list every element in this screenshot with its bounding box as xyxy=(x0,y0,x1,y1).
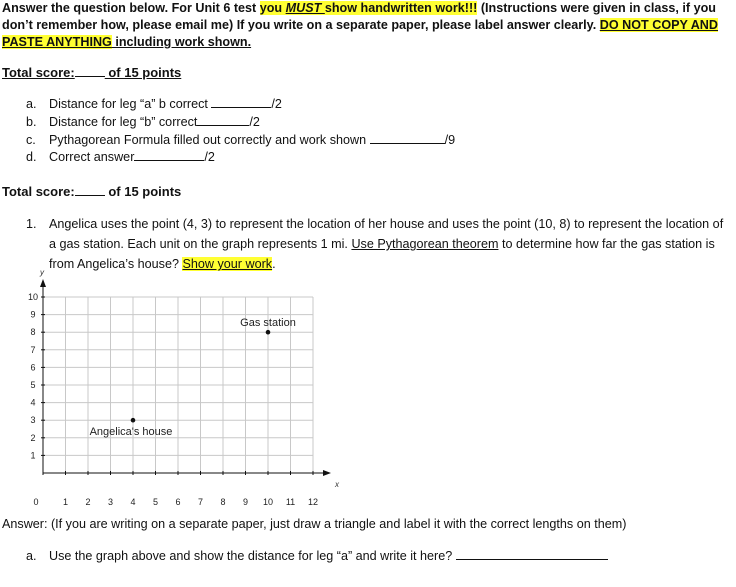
rubric-points: /9 xyxy=(444,132,456,147)
graph-svg xyxy=(0,268,340,510)
instructions-part3: including work shown. xyxy=(111,35,252,49)
point-label: Gas station xyxy=(240,317,296,330)
x-axis-arrow xyxy=(323,470,331,476)
score-blank xyxy=(75,76,105,77)
rubric-points: /2 xyxy=(271,97,282,111)
y-tick-label: 2 xyxy=(30,432,36,443)
rubric-text: Distance for leg “a” b correct xyxy=(49,97,212,111)
y-tick-label: 4 xyxy=(30,397,36,408)
score-blank xyxy=(75,195,105,196)
rubric-letter: c. xyxy=(26,132,36,147)
x-tick-label: 6 xyxy=(175,497,181,507)
x-tick-label: 4 xyxy=(130,497,136,507)
rubric-blank xyxy=(134,149,204,161)
show-your-work: Show your work xyxy=(182,257,273,271)
rubric-letter: a. xyxy=(26,97,37,111)
rubric-text: Distance for leg “b” correct xyxy=(49,114,198,129)
pythagorean-underline: Use Pythagorean theorem xyxy=(351,237,499,251)
rubric-list xyxy=(26,96,455,167)
must-word-3: show handwritten work!!! xyxy=(324,1,478,15)
do-not-copy: DO NOT COPY AND PASTE ANYTHING xyxy=(2,18,719,49)
total-score-suffix: of 15 points xyxy=(104,65,182,80)
point-label: Angelica's house xyxy=(89,426,173,439)
rubric-blank xyxy=(370,132,445,144)
rubric-item xyxy=(26,96,455,114)
x-axis-label: x xyxy=(335,480,339,489)
x-tick-label: 7 xyxy=(197,497,204,507)
must-word-1: you xyxy=(259,1,286,15)
rubric-item xyxy=(26,149,455,167)
total-score-2 xyxy=(2,184,181,199)
total-score-suffix: of 15 points xyxy=(104,184,182,199)
y-axis-arrow xyxy=(40,279,46,287)
y-axis-label: y xyxy=(40,268,44,277)
y-tick-label: 10 xyxy=(27,292,39,302)
data-point xyxy=(266,330,271,335)
y-tick-label: 9 xyxy=(30,309,36,320)
question-text-1: Angelica uses the point (4, 3) to represent the location of her house and uses the point (10, 8) to represent the location of a gas station. Each unit on the graph represents 1 mi. xyxy=(49,217,724,251)
sub-question-a xyxy=(26,548,608,563)
total-score-1 xyxy=(2,65,181,80)
rubric-points: /2 xyxy=(249,114,260,129)
instructions-part1: Answer the question below. For Unit 6 test xyxy=(2,1,260,15)
question-number: 1. xyxy=(26,217,37,231)
instructions-part2: (Instructions were given in class, if you don’t remember how, please email me) If you write on a separate paper, please label answer clearly. xyxy=(2,1,716,32)
question-text-2: to determine how far the gas station is from Angelica’s house? xyxy=(49,237,715,271)
rubric-letter: b. xyxy=(26,114,37,129)
total-score-label: Total score: xyxy=(2,65,75,80)
x-tick-label: 5 xyxy=(152,497,159,507)
answer-instructions: Answer: (If you are writing on a separate paper, just draw a triangle and label it with the correct lengths on them) xyxy=(2,517,627,531)
y-tick-label: 8 xyxy=(30,327,36,338)
x-tick-label: 2 xyxy=(85,497,91,507)
rubric-text: Correct answer xyxy=(49,150,135,165)
must-word: MUST xyxy=(285,1,325,15)
rubric-blank xyxy=(211,96,271,108)
rubric-text: Pythagorean Formula filled out correctly and work shown xyxy=(49,132,370,147)
x-tick-label: 11 xyxy=(285,497,296,507)
question-end: . xyxy=(272,257,276,271)
x-tick-label: 12 xyxy=(307,497,319,507)
question-1 xyxy=(26,214,726,274)
x-tick-label: 1 xyxy=(62,497,69,507)
y-tick-label: 3 xyxy=(30,415,36,426)
rubric-blank xyxy=(197,114,249,126)
rubric-points: /2 xyxy=(204,150,215,165)
data-point xyxy=(131,418,136,423)
x-tick-label: 0 xyxy=(33,497,39,507)
y-tick-label: 6 xyxy=(30,362,36,373)
y-tick-label: 1 xyxy=(30,450,36,461)
must-highlight xyxy=(260,1,478,15)
x-tick-label: 8 xyxy=(220,497,226,507)
sub-question-text: Use the graph above and show the distance for leg “a” and write it here? xyxy=(49,549,456,563)
answer-blank xyxy=(456,548,608,560)
y-tick-label: 7 xyxy=(30,344,36,355)
x-tick-label: 10 xyxy=(262,497,274,507)
coordinate-graph xyxy=(0,268,340,515)
rubric-item xyxy=(26,114,455,132)
sub-question-letter: a. xyxy=(26,549,37,563)
x-tick-label: 3 xyxy=(107,497,114,507)
instructions xyxy=(2,0,732,51)
y-tick-label: 5 xyxy=(30,380,36,390)
rubric-item xyxy=(26,132,455,150)
rubric-letter: d. xyxy=(26,150,37,165)
x-tick-label: 9 xyxy=(242,497,249,507)
total-score-label: Total score: xyxy=(2,184,75,199)
